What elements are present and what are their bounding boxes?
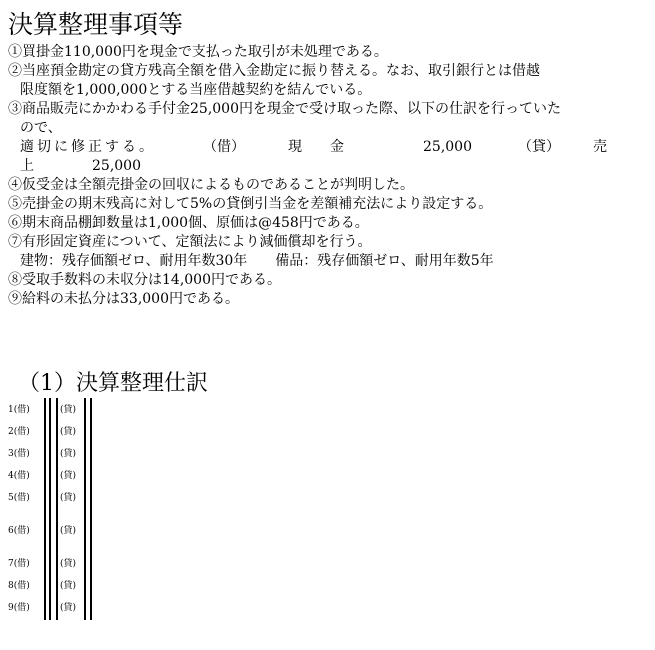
item-3-entry-line	[8, 138, 653, 157]
item-4: ④仮受金は全額売掛金の回収によるものであることが判明した。	[8, 177, 414, 193]
page-title: 決算整理事項等	[8, 10, 184, 39]
grid-line-4	[84, 398, 86, 620]
debit-label: 7(借)	[8, 559, 30, 569]
item-1: ①買掛金110,000円を現金で支払った取引が未処理である。	[8, 44, 388, 60]
debit-label: 4(借)	[8, 471, 30, 481]
debit-label: 2(借)	[8, 427, 30, 437]
item-2-line-2: 限度額を1,000,000とする当座借越契約を結んでいる。	[20, 82, 372, 98]
item-7-line-2: 建物：残存価額ゼロ、耐用年数30年 備品：残存価額ゼロ、耐用年数5年	[20, 253, 494, 269]
item-7-line-1: ⑦有形固定資産について、定額法により減価償却を行う。	[8, 234, 372, 250]
item-9: ⑨給料の未払分は33,000円である。	[8, 291, 239, 307]
item-3-credit-label: （貸）	[518, 139, 560, 155]
item-3-credit-account-cont: 上	[20, 158, 34, 174]
grid-line-3	[56, 398, 58, 620]
grid-line-5	[90, 398, 92, 620]
credit-label: (貸)	[60, 526, 77, 536]
credit-label: (貸)	[60, 559, 77, 569]
credit-label: (貸)	[60, 471, 77, 481]
item-8: ⑧受取手数料の未収分は14,000円である。	[8, 272, 281, 288]
item-3-credit-account: 売	[593, 139, 607, 155]
item-3-debit-label: （借）	[203, 139, 245, 155]
item-3-correction-text: 適切に修正する。	[20, 139, 156, 155]
item-3-entry-line-2	[8, 157, 653, 176]
item-3-credit-amount: 25,000	[92, 158, 141, 174]
item-3-debit-account: 現 金	[288, 139, 344, 155]
debit-label: 5(借)	[8, 493, 30, 503]
credit-label: (貸)	[60, 581, 77, 591]
debit-label: 6(借)	[8, 526, 30, 536]
debit-label: 3(借)	[8, 449, 30, 459]
grid-line-1	[44, 398, 46, 620]
credit-label: (貸)	[60, 405, 77, 415]
item-2-line-1: ②当座預金勘定の貸方残高全額を借入金勘定に振り替える。なお、取引銀行とは借越	[8, 63, 540, 79]
adjustment-items	[8, 43, 653, 309]
item-3-line-2: ので、	[20, 120, 62, 136]
item-5: ⑤売掛金の期末残高に対して5%の貸倒引当金を差額補充法により設定する。	[8, 196, 493, 212]
credit-label: (貸)	[60, 603, 77, 613]
debit-label: 8(借)	[8, 581, 30, 591]
debit-label: 1(借)	[8, 405, 30, 415]
item-3-debit-amount: 25,000	[423, 139, 472, 155]
credit-label: (貸)	[60, 427, 77, 437]
item-3-line-1: ③商品販売にかかわる手付金25,000円を現金で受け取った際、以下の仕訳を行っていた	[8, 101, 561, 117]
credit-label: (貸)	[60, 493, 77, 503]
item-6: ⑥期末商品棚卸数量は1,000個、原価は@458円である。	[8, 215, 369, 231]
credit-label: (貸)	[60, 449, 77, 459]
section-title: （1）決算整理仕訳	[18, 371, 208, 396]
debit-label: 9(借)	[8, 603, 30, 613]
grid-line-2	[49, 398, 51, 620]
journal-entry-grid	[0, 398, 120, 620]
